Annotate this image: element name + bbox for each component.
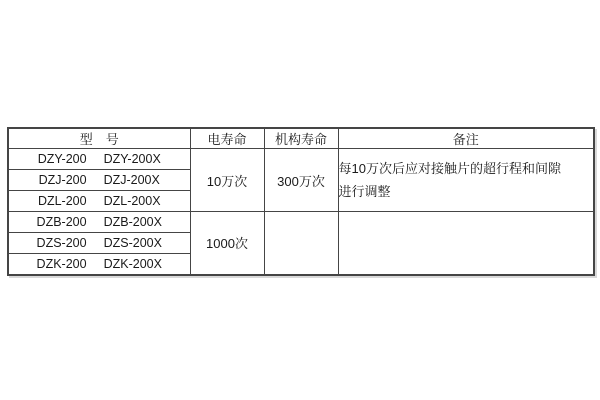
remarks-cell: [338, 149, 594, 212]
model-cell: [8, 149, 190, 170]
model-name: DZY-200: [37, 152, 87, 166]
model-name: DZJ-200: [38, 173, 87, 187]
col-header-remarks: 备注: [338, 128, 594, 149]
electrical-life-cell: 1000次: [190, 212, 264, 275]
header-row: [8, 128, 594, 149]
model-name: DZS-200X: [103, 236, 162, 250]
spec-table: [7, 127, 595, 276]
col-header-electrical-life: 电寿命: [190, 128, 264, 149]
col-header-mechanism-life: 机构寿命: [264, 128, 338, 149]
model-name: DZB-200X: [103, 215, 162, 229]
model-cell: [8, 254, 190, 275]
model-name: DZK-200X: [103, 256, 162, 271]
mechanism-life-cell: [264, 212, 338, 275]
table-row: [8, 149, 594, 170]
model-name: DZL-200: [37, 194, 87, 208]
model-name: DZK-200: [36, 256, 87, 271]
remark-line: 每10万次后应对接触片的超行程和间隙: [338, 161, 561, 176]
model-name: DZJ-200X: [103, 173, 160, 187]
model-cell: [8, 233, 190, 254]
model-cell: [8, 191, 190, 212]
table-row: [8, 212, 594, 233]
remark-line: 进行调整: [338, 184, 391, 199]
model-name: DZY-200X: [103, 152, 161, 166]
model-cell: [8, 212, 190, 233]
model-name: DZL-200X: [103, 194, 161, 208]
model-name: DZB-200: [36, 215, 87, 229]
electrical-life-cell: 10万次: [190, 149, 264, 212]
remarks-cell: [338, 212, 594, 275]
model-cell: [8, 170, 190, 191]
mechanism-life-cell: 300万次: [264, 149, 338, 212]
model-name: DZS-200: [36, 236, 87, 250]
col-header-model: 型 号: [8, 128, 190, 149]
